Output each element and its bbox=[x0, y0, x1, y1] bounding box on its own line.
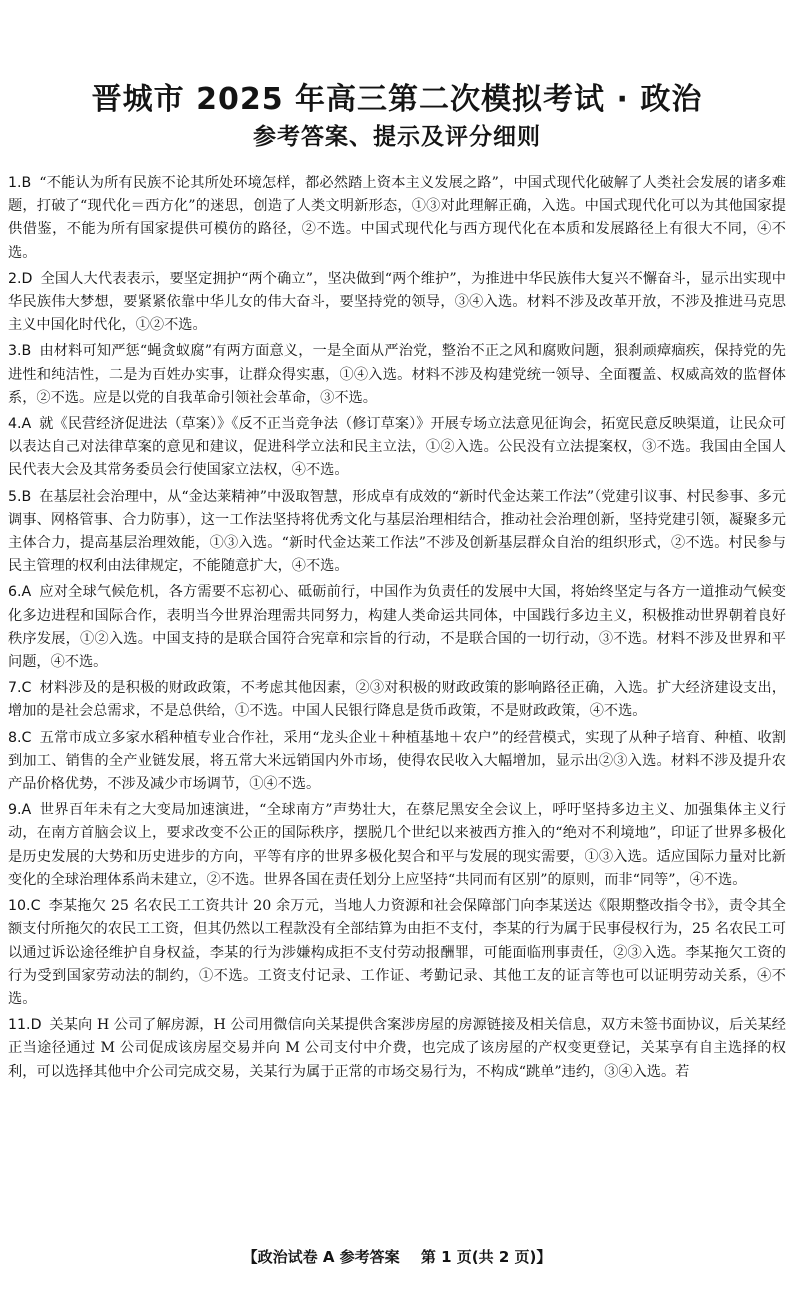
answer-explanation: 世界百年未有之大变局加速演进，“全球南方”声势壮大，在蔡尼黑安全会议上，呼吁坚持多边主义、加强集体主义行动，在南方首脑会议上，要求改变不公正的国际秩序，摆脱几个世纪以来被西方推入的“绝对不利境地”，印证了世界多极化是历史发展的大势和历史进步的方向，平等有序的世界多极化契合和平与发展的现实需要，①③入选。适应国际力量对比新变化的全球治理体系尚未建立，②不选。世界各国在责任划分上应坚持“共同而有区别”的原则，而非“同等”，④不选。 bbox=[8, 802, 786, 888]
answer-item bbox=[8, 486, 786, 579]
answer-number: 9.A bbox=[8, 802, 32, 819]
answer-number: 10.C bbox=[8, 898, 41, 915]
answer-item bbox=[8, 268, 786, 338]
answer-item bbox=[8, 799, 786, 892]
footer-exam-label: 【政治试卷 A 参考答案 bbox=[242, 1248, 400, 1266]
answer-number: 2.D bbox=[8, 270, 33, 287]
answer-number: 5.B bbox=[8, 488, 32, 505]
answer-number: 6.A bbox=[8, 584, 32, 601]
answer-item bbox=[8, 581, 786, 674]
answer-item bbox=[8, 1014, 786, 1084]
answer-number: 7.C bbox=[8, 680, 32, 697]
answer-number: 8.C bbox=[8, 729, 32, 746]
page-title: 晋城市 2025 年高三第二次模拟考试 · 政治 bbox=[91, 82, 703, 117]
page-subtitle: 参考答案、提示及评分细则 bbox=[253, 124, 541, 150]
answer-number: 11.D bbox=[8, 1017, 42, 1034]
footer-page-number: 第 1 页(共 2 页)】 bbox=[420, 1248, 552, 1266]
answer-list bbox=[8, 172, 786, 1087]
answer-explanation: 全国人大代表表示，要坚定拥护“两个确立”，坚决做到“两个维护”，为推进中华民族伟大复兴不懈奋斗，显示出实现中华民族伟大梦想，要紧紧依靠中华儿女的伟大奋斗，要坚持党的领导，③④入选。材料不涉及改革开放，不涉及推进马克思主义中国化时代化，①②不选。 bbox=[8, 270, 786, 334]
answer-explanation: 在基层社会治理中，从“金达莱精神”中汲取智慧，形成卓有成效的“新时代金达莱工作法”（党建引议事、村民参事、多元调事、网格管事、合力防事），这一工作法坚持将优秀文化与基层治理相结合，推动社会治理创新，坚持党建引领，凝聚多元主体合力，提高基层治理效能，①③入选。“新时代金达莱工作法”不涉及创新基层群众自治的组织形式，②不选。村民参与民主管理的权利由法律规定，不能随意扩大，④不选。 bbox=[8, 488, 786, 575]
answer-item bbox=[8, 340, 786, 410]
answer-item bbox=[8, 677, 786, 723]
answer-item bbox=[8, 895, 786, 1011]
answer-explanation: 应对全球气候危机，各方需要不忘初心、砥砺前行，中国作为负责任的发展中大国，将始终坚定与各方一道推动气候变化多边进程和国际合作，表明当今世界治理需共同努力，构建人类命运共同体，中国践行多边主义，积极推动世界朝着良好秩序发展，①②入选。中国支持的是联合国符合宪章和宗旨的行动，不是联合国的一切行动，③不选。材料不涉及世界和平问题，④不选。 bbox=[8, 584, 786, 671]
answer-item bbox=[8, 172, 786, 265]
answer-explanation: 材料涉及的是积极的财政政策，不考虑其他因素，②③对积极的财政政策的影响路径正确，入选。扩大经济建设支出，增加的是社会总需求，不是总供给，①不选。中国人民银行降息是货币政策，不是财政政策，④不选。 bbox=[8, 680, 786, 720]
answer-explanation: 李某拖欠 25 名农民工工资共计 20 余万元，当地人力资源和社会保障部门向李某送达《限期整改指令书》，责令其全额支付所拖欠的农民工工资，但其仍然以工程款没有全部结算为由拒不支付，李某的行为属于民事侵权行为，25 名农民工可以通过诉讼途径维护自身权益，李某的行为涉嫌构成拒不支付劳动报酬罪，可能面临刑事责任，②③入选。李某拖欠工资的行为受到国家劳动法的制约，①不选。工资支付记录、工作证、考勤记录、其他工友的证言等也可以证明劳动关系，④不选。 bbox=[8, 898, 786, 1007]
answer-explanation: 五常市成立多家水稻种植专业合作社，采用“龙头企业＋种植基地＋农户”的经营模式，实现了从种子培育、种植、收割到加工、销售的全产业链发展，将五常大米远销国内外市场，使得农民收入大幅增加，显示出②③入选。材料不涉及提升农产品价格优势，不涉及减少市场调节，①④不选。 bbox=[8, 729, 786, 793]
answer-item bbox=[8, 727, 786, 797]
answer-explanation: 由材料可知严惩“蝇贪蚁腐”有两方面意义，一是全面从严治党，整治不正之风和腐败问题，狠刹顽瘴痼疾，保持党的先进性和纯洁性，二是为百姓办实事，让群众得实惠，①④入选。材料不涉及构建党统一领导、全面覆盖、权威高效的监督体系，②不选。应是以党的自我革命引领社会革命，③不选。 bbox=[8, 343, 786, 406]
answer-explanation: 关某向 H 公司了解房源，H 公司用微信向关某提供含案涉房屋的房源链接及相关信息，双方未签书面协议，后关某经正当途径通过 M 公司促成该房屋交易并向 M 公司支付中介费，也完成了该房屋的产权变更登记，关某享有自主选择的权利，可以选择其他中介公司完成交易，关某行为属于正常的市场交易行为，不构成“跳单”违约，③④入选。若 bbox=[8, 1017, 786, 1080]
answer-number: 3.B bbox=[8, 343, 32, 360]
answer-number: 4.A bbox=[8, 416, 32, 433]
answer-explanation: “不能认为所有民族不论其所处环境怎样，都必然踏上资本主义发展之路”，中国式现代化破解了人类社会发展的诸多难题，打破了“现代化＝西方化”的迷思，创造了人类文明新形态，①③对此理解正确，入选。中国式现代化可以为其他国家提供借鉴，不能为所有国家提供可模仿的路径，②不选。中国式现代化与西方现代化在本质和发展路径上有很大不同，④不选。 bbox=[8, 175, 786, 261]
page-footer bbox=[0, 1246, 794, 1267]
answer-number: 1.B bbox=[8, 175, 32, 191]
answer-item bbox=[8, 413, 786, 483]
answer-explanation: 就《民营经济促进法（草案）》《反不正当竞争法（修订草案）》开展专场立法意见征询会，拓宽民意反映渠道，让民众可以表达自己对法律草案的意见和建议，促进科学立法和民主立法，①②入选。公民没有立法提案权，③不选。我国由全国人民代表大会及其常务委员会行使国家立法权，④不选。 bbox=[8, 416, 786, 479]
